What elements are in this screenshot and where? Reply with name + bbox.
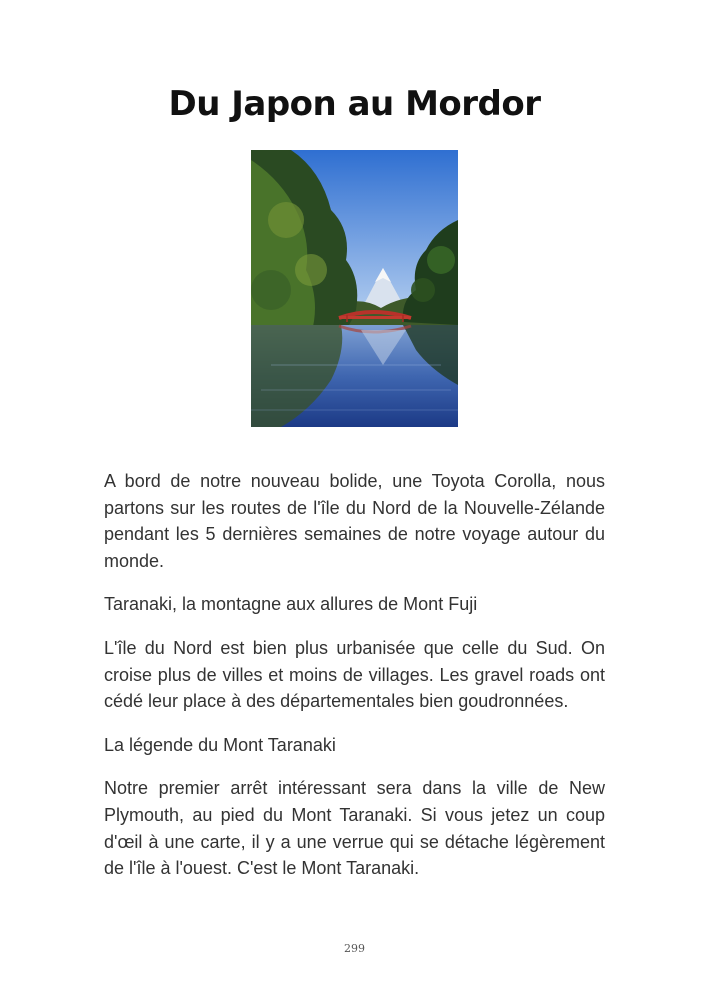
paragraph-new-plymouth: Notre premier arrêt intéressant sera dans la ville de New Plymouth, au pied du Mont Taranaki. Si vous jetez un coup d'œil à une carte, il y a une verrue qui se détache légèrement de l'île à l'ouest. C'est le Mont Taranaki. xyxy=(104,778,605,879)
page-title: Du Japon au Mordor xyxy=(168,84,541,124)
lake-bridge-photo xyxy=(251,150,458,427)
section-heading-legend: La légende du Mont Taranaki xyxy=(104,734,336,755)
article-body xyxy=(104,468,605,899)
paragraph-intro: A bord de notre nouveau bolide, une Toyota Corolla, nous partons sur les routes de l'île du Nord de la Nouvelle-Zélande pendant les 5 dernières semaines de notre voyage autour du monde. xyxy=(104,471,605,571)
photo-illustration xyxy=(251,150,458,427)
paragraph-north-island: L'île du Nord est bien plus urbanisée que celle du Sud. On croise plus de villes et moins de villages. Les gravel roads ont cédé leur place à des départementales bien goudronnées. xyxy=(104,637,605,712)
page-number: 299 xyxy=(344,942,365,955)
section-heading-taranaki: Taranaki, la montagne aux allures de Mont Fuji xyxy=(104,594,478,615)
